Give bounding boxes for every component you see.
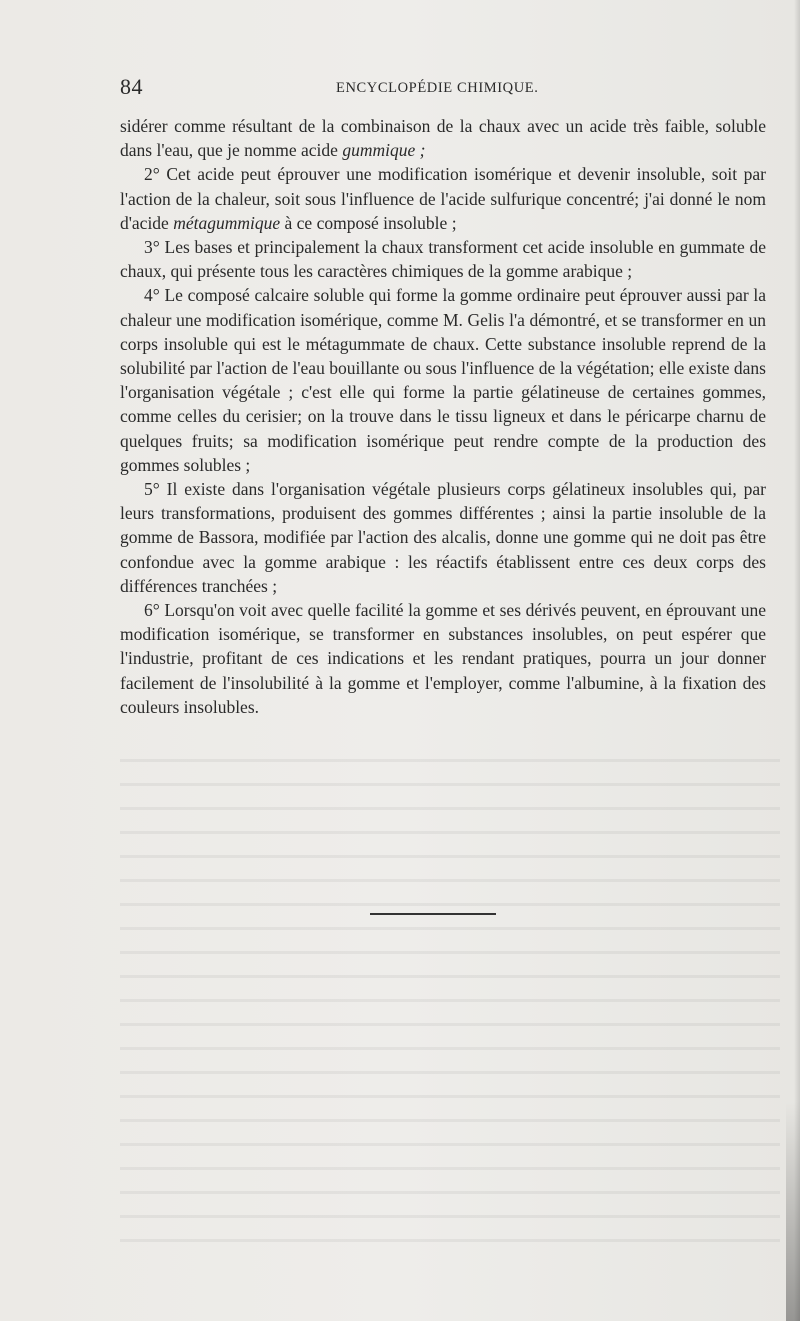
paragraph-4: 4° Le composé calcaire soluble qui forme la gomme ordinaire peut éprouver aussi par la chaleur une modification isomérique, comme M. Gelis l'a démontré, et se transformer en un corps insoluble qui est le métagummate de chaux. Cette substance insoluble reprend de la solubilité par l'action de l'eau bouillante ou sous l'influence de la végétation; elle existe dans l'organisation végétale ; c'est elle qui forme la partie gélatineuse de certaines gommes, comme celles du cerisier; on la trouve dans le tissu ligneux et dans le péricarpe charnu de quelques fruits; sa modification isomérique peut rendre compte de la production des gommes solubles ; — [120, 285, 766, 475]
paragraph-3: 3° Les bases et principalement la chaux transforment cet acide insoluble en gummate de chaux, qui présente tous les caractères chimiques de la gomme arabique ; — [120, 237, 766, 282]
paragraph-1-text: sidérer comme résultant de la combinaison de la chaux avec un acide très faible, soluble dans l'eau, que je nomme acide — [120, 116, 766, 161]
paragraph-5: 5° Il existe dans l'organisation végétale plusieurs corps gélatineux insolubles qui, par leurs transformations, produisent des gommes différentes ; ainsi la partie insoluble de la gomme de Bassora, modifiée par l'action des alcalis, donne une gomme qui ne doit pas être confondue avec la gomme arabique : les réactifs établissent entre ces deux corps des différences tranchées ; — [120, 479, 766, 596]
page-number: 84 — [120, 74, 143, 99]
bleed-through-texture — [120, 745, 780, 1245]
paragraph-1 — [120, 114, 766, 162]
paragraph-2-text-a: 2° Cet acide peut éprouver une modification isomérique et devenir insoluble, soit par l'action de la chaleur, soit sous l'influence de l'acide sulfurique concentré; j'ai donné le nom d'acide — [120, 164, 766, 233]
paragraph-2-italic: métagummique — [173, 212, 281, 233]
page-corner-shadow — [786, 1101, 800, 1321]
paragraph-2-text-b: à ce composé insoluble ; — [280, 212, 457, 233]
page-header — [120, 74, 680, 100]
section-end-rule — [370, 913, 496, 915]
paragraph-2 — [120, 162, 766, 235]
running-title: ENCYCLOPÉDIE CHIMIQUE. — [336, 80, 539, 96]
paragraph-1-italic: gummique ; — [342, 140, 426, 161]
paragraph-6: 6° Lorsqu'on voit avec quelle facilité la gomme et ses dérivés peuvent, en éprouvant une modification isomérique, se transformer en substances insolubles, on peut espérer que l'industrie, profitant de ces indications et les rendant pratiques, pourra un jour donner facilement de l'insolubilité à la gomme et l'employer, comme l'albumine, à la fixation des couleurs insolubles. — [120, 600, 766, 717]
body-text — [120, 114, 766, 719]
